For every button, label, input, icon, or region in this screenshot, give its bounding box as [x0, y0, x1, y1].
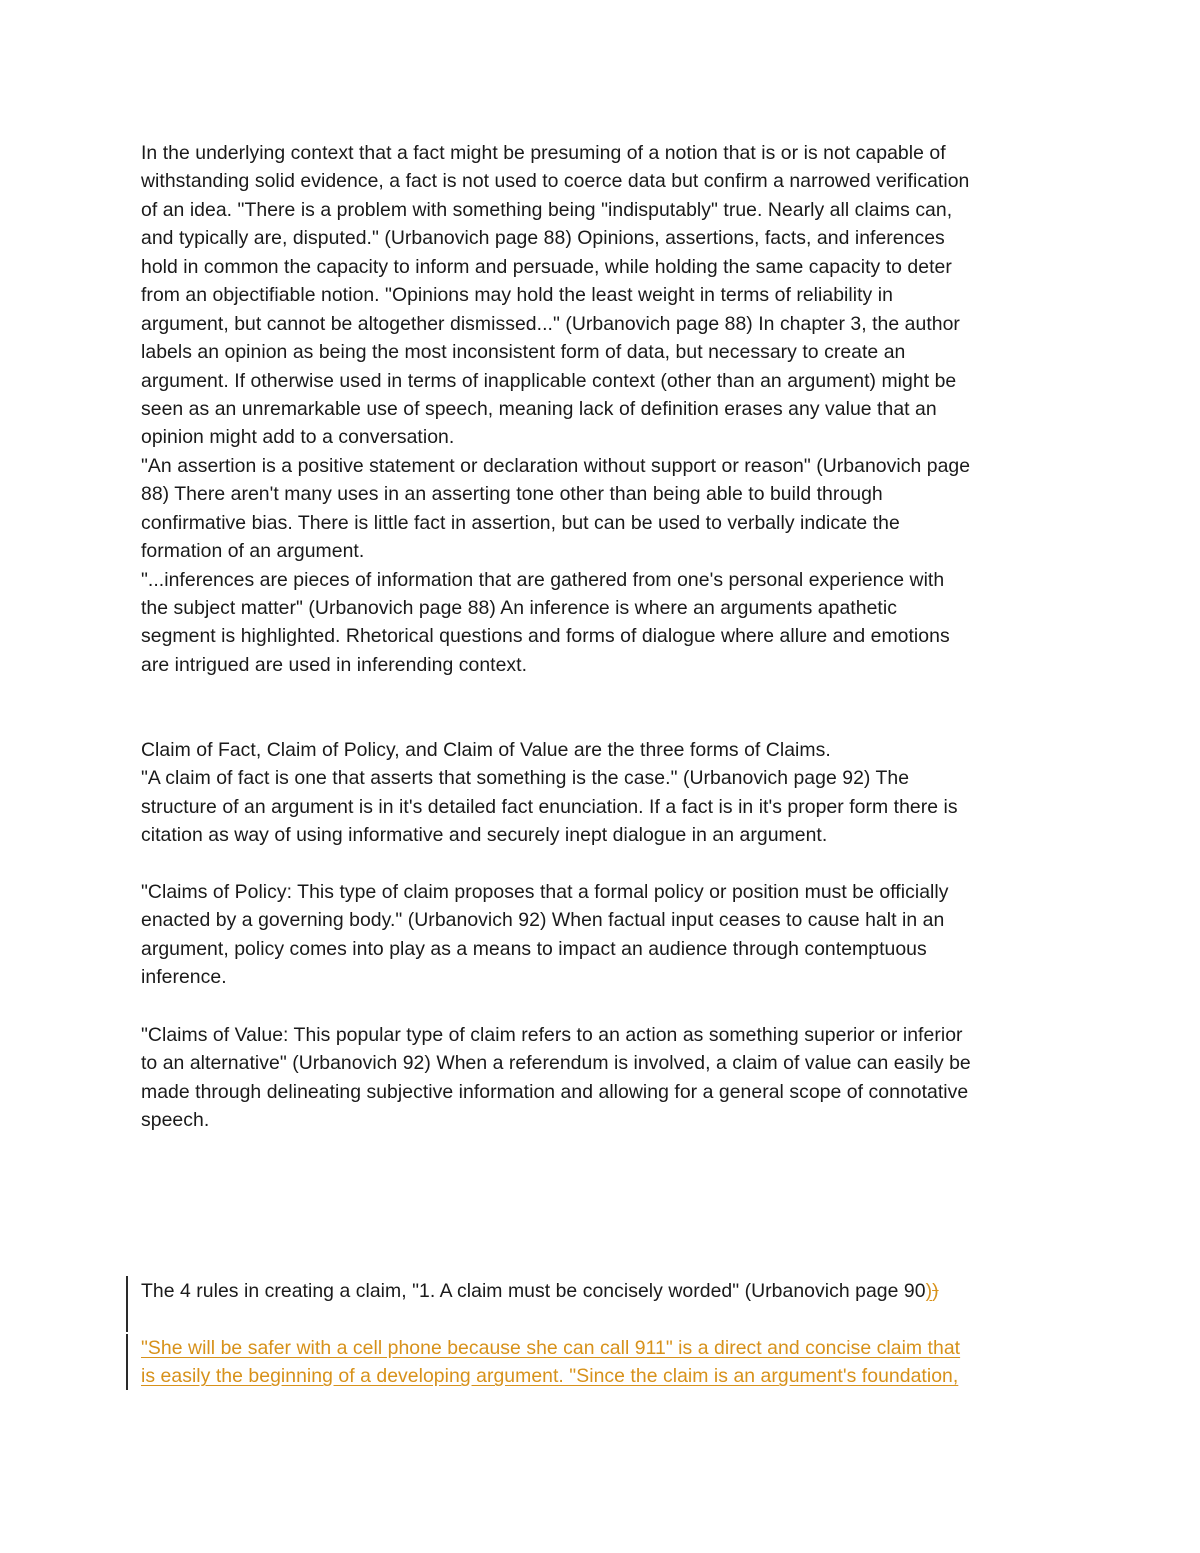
deleted-paren: ) — [932, 1280, 939, 1302]
text-line: withstanding solid evidence, a fact is not used to coerce data but confirm a narrowed verification — [141, 170, 970, 193]
text-line: labels an opinion as being the most inconsistent form of data, but necessary to create an — [141, 341, 906, 364]
text-line: of an idea. "There is a problem with something being "indisputably" true. Nearly all claims can, — [141, 198, 953, 221]
inserted-text-line: is easily the beginning of a developing argument. "Since the claim is an argument's foundation, — [141, 1365, 959, 1388]
text-line: argument, policy comes into play as a means to impact an audience through contemptuous — [141, 937, 927, 960]
change-bar — [126, 1276, 128, 1306]
text-line: 88) There aren't many uses in an asserting tone other than being able to build through — [141, 483, 883, 506]
text-line: "An assertion is a positive statement or declaration without support or reason" (Urbanovich page — [141, 454, 971, 477]
text-line: hold in common the capacity to inform and persuade, while holding the same capacity to deter — [141, 255, 952, 278]
text-line: "Claims of Policy: This type of claim proposes that a formal policy or position must be officially — [141, 881, 949, 903]
text-line: formation of an argument. — [141, 540, 365, 563]
inserted-paren: ) — [925, 1280, 933, 1302]
text-line: enacted by a governing body." (Urbanovich 92) When factual input ceases to cause halt in an — [141, 909, 945, 932]
text-line: seen as an unremarkable use of speech, meaning lack of definition erases any value that an — [141, 397, 937, 420]
rule-text: The 4 rules in creating a claim, "1. A claim must be concisely worded" (Urbanovich page 90 — [141, 1280, 926, 1302]
text-line: In the underlying context that a fact might be presuming of a notion that is or is not capable of — [141, 142, 946, 164]
paragraph-facts-opinions — [141, 139, 1066, 679]
text-line: argument. If otherwise used in terms of inapplicable context (other than an argument) might be — [141, 369, 957, 392]
inserted-text-line: "She will be safer with a cell phone because she can call 911" is a direct and concise claim that — [141, 1336, 961, 1359]
text-line: citation as way of using informative and securely inept dialogue in an argument. — [141, 824, 828, 847]
paragraph-claims-of-value — [141, 1021, 1066, 1135]
text-line: opinion might add to a conversation. — [141, 426, 455, 449]
text-line — [141, 1277, 1066, 1305]
text-line: are intrigued are used in inferending context. — [141, 653, 528, 676]
empty-line — [141, 1305, 1066, 1333]
text-line: from an objectifiable notion. "Opinions may hold the least weight in terms of reliability in — [141, 284, 893, 307]
text-line: confirmative bias. There is little fact in assertion, but can be used to verbally indicate the — [141, 511, 900, 534]
paragraph-claim-of-fact — [141, 736, 1066, 850]
text-line: segment is highlighted. Rhetorical questions and forms of dialogue where allure and emotions — [141, 625, 950, 648]
paragraph-rules-for-claims — [141, 1277, 1066, 1391]
change-bar — [126, 1306, 128, 1332]
text-line: to an alternative" (Urbanovich 92) When a referendum is involved, a claim of value can easily be — [141, 1052, 971, 1075]
text-line: structure of an argument is in it's detailed fact enunciation. If a fact is in it's proper form there is — [141, 795, 958, 818]
text-line: the subject matter" (Urbanovich page 88) An inference is where an arguments apathetic — [141, 597, 897, 619]
text-line: inference. — [141, 966, 227, 989]
text-line: and typically are, disputed." (Urbanovich page 88) Opinions, assertions, facts, and inferences — [141, 227, 945, 250]
text-line: "Claims of Value: This popular type of claim refers to an action as something superior or inferior — [141, 1024, 963, 1046]
paragraph-claims-of-policy — [141, 878, 1066, 992]
change-bar — [126, 1334, 128, 1390]
text-line: speech. — [141, 1109, 210, 1132]
text-line: "...inferences are pieces of information that are gathered from one's personal experience with — [141, 568, 945, 591]
text-line: "A claim of fact is one that asserts that something is the case." (Urbanovich page 92) The — [141, 767, 910, 790]
text-line: argument, but cannot be altogether dismissed..." (Urbanovich page 88) In chapter 3, the author — [141, 312, 960, 335]
text-line: made through delineating subjective information and allowing for a general scope of connotative — [141, 1080, 969, 1103]
text-line: Claim of Fact, Claim of Policy, and Claim of Value are the three forms of Claims. — [141, 739, 831, 761]
